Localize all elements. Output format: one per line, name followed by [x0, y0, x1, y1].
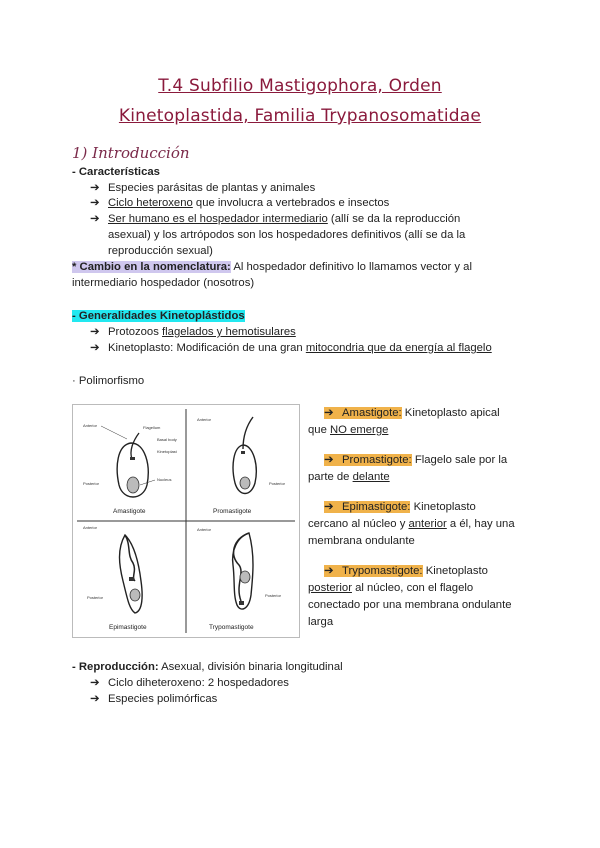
page-title-line2: Kinetoplastida, Familia Trypanosomatidae	[118, 106, 482, 126]
trypomastigote-description: ➔ Trypomastigote: Kinetoplasto posterior al núcleo, con el flagelo conectado por una membrana ondulante larga	[308, 565, 512, 628]
nomenclatura-line: * Cambio en la nomenclatura: Al hospedador definitivo lo llamamos vector y al	[72, 261, 472, 273]
nomenclatura-line2: intermediario hospedador (nosotros)	[72, 277, 255, 289]
promastigote-caption: Promastigote	[213, 508, 252, 515]
reproduccion-label: - Reproducción:	[72, 661, 159, 673]
trypomastigote-anterior-label: Anterior	[197, 527, 212, 532]
trypomastigote-posterior-label: Posterior	[265, 593, 282, 598]
arrow-icon: ➔	[90, 182, 100, 194]
figure-svg	[73, 405, 299, 637]
epimastigote-posterior-label: Posterior	[87, 595, 104, 600]
arrow-icon: ➔	[90, 197, 100, 209]
epimastigote-caption: Epimastigote	[109, 624, 147, 631]
arrow-icon: ➔	[324, 407, 334, 419]
reproduccion-line: - Reproducción: Asexual, división binaria longitudinal	[72, 661, 343, 673]
epimastigote-description: ➔ Epimastigote: Kinetoplasto cercano al núcleo y anterior a él, hay una membrana ondulante	[308, 501, 515, 547]
arrow-icon: ➔	[90, 693, 100, 705]
epimastigote-diagram	[83, 525, 147, 631]
arrow-icon: ➔	[90, 326, 100, 338]
arrow-icon: ➔	[90, 677, 100, 689]
arrow-icon: ➔	[324, 501, 334, 513]
trypomastigote-label: ➔ Trypomastigote:	[324, 565, 423, 577]
list-item: ➔ Ciclo heteroxeno que involucra a vertebrados e insectos	[90, 197, 390, 209]
section-heading-introduccion: 1) Introducción	[72, 144, 190, 162]
list-item-continuation: asexual) y los artrópodos son los hospedadores definitivos (allí se da la	[108, 229, 466, 241]
nomenclatura-label: * Cambio en la nomenclatura:	[72, 261, 231, 273]
list-item-continuation: reproducción sexual)	[108, 245, 213, 257]
amastigote-diagram	[83, 423, 178, 515]
epimastigote-label: ➔ Epimastigote:	[324, 501, 410, 513]
amastigote-description: ➔ Amastigote: Kinetoplasto apical que NO emerge	[308, 407, 500, 436]
list-item: ➔ Ciclo diheteroxeno: 2 hospedadores	[90, 677, 289, 689]
amastigote-flagellum-label: Flagellum	[143, 425, 161, 430]
list-item: ➔ Especies polimórficas	[90, 693, 218, 705]
arrow-icon: ➔	[90, 342, 100, 354]
amastigote-label: ➔ Amastigote:	[324, 407, 402, 419]
page-title-line1: T.4 Subfilio Mastigophora, Orden	[158, 76, 442, 96]
amastigote-kinetoplast-label: Kinetoplast	[157, 449, 177, 454]
trypomastigote-diagram	[197, 527, 282, 631]
promastigote-label: ➔ Promastigote:	[324, 454, 412, 466]
polimorfismo-label: · Polimorfismo	[72, 375, 145, 387]
trypomastigote-caption: Trypomastigote	[209, 624, 254, 631]
promastigote-diagram	[197, 417, 286, 515]
list-item: ➔ Protozoos flagelados y hemotisulares	[90, 326, 296, 338]
arrow-icon: ➔	[90, 213, 100, 225]
list-item: ➔ Ser humano es el hospedador intermediario (allí se da la reproducción	[90, 213, 461, 225]
generalidades-label: - Generalidades Kinetoplástidos	[72, 310, 245, 322]
caracteristicas-label: - Características	[72, 166, 160, 178]
list-item: ➔ Especies parásitas de plantas y animales	[90, 182, 316, 194]
amastigote-posterior-label: Posterior	[83, 481, 100, 486]
promastigote-posterior-label: Posterior	[269, 481, 286, 486]
epimastigote-anterior-label: Anterior	[83, 525, 98, 530]
amastigote-anterior-label: Anterior	[83, 423, 98, 428]
list-item: ➔ Kinetoplasto: Modificación de una gran mitocondria que da energía al flagelo	[90, 342, 492, 354]
amastigote-caption: Amastigote	[113, 508, 146, 515]
arrow-icon: ➔	[324, 454, 334, 466]
amastigote-basal-body-label: Basal body	[157, 437, 177, 442]
promastigote-description: ➔ Promastigote: Flagelo sale por la parte de delante	[308, 454, 508, 483]
amastigote-nucleus-label: Nucleus	[157, 477, 172, 482]
arrow-icon: ➔	[324, 565, 334, 577]
kinetoplastid-forms-figure	[72, 404, 300, 638]
promastigote-anterior-label: Anterior	[197, 417, 212, 422]
